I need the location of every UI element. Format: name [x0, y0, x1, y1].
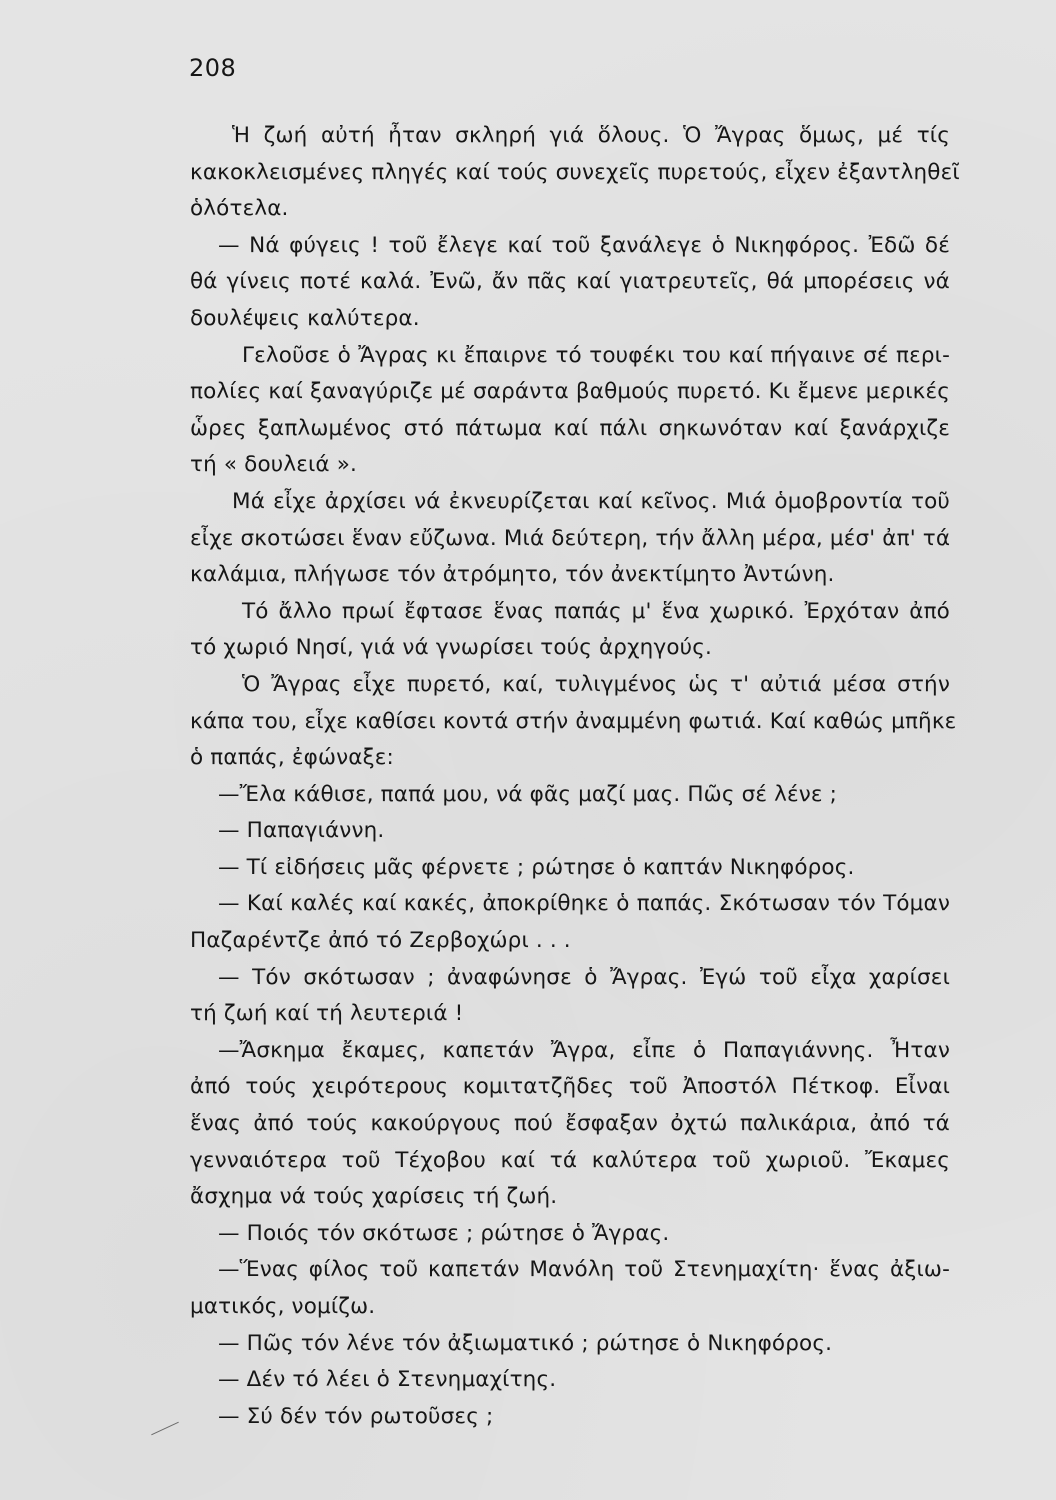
text-line: ὧρες ξαπλωμένος στό πάτωμα καί πάλι σηκωνόταν καί ξανάρχιζε: [190, 415, 950, 441]
text-line: καλάμια, πλήγωσε τόν ἀτρόμητο, τόν ἀνεκτίμητο Ἀντώνη.: [190, 562, 835, 588]
text-line: —Ἄσκημα ἔκαμες, καπετάν Ἄγρα, εἶπε ὁ Παπαγιάννης. Ἦταν: [218, 1037, 950, 1063]
text-line: γενναιότερα τοῦ Τέχοβου καί τά καλύτερα τοῦ χωριοῦ. Ἔκαμες: [190, 1147, 950, 1173]
margin-pencil-mark: [151, 1422, 179, 1436]
text-line: — Ποιός τόν σκότωσε ; ρώτησε ὁ Ἄγρας.: [218, 1220, 670, 1246]
text-line: — Καί καλές καί κακές, ἀποκρίθηκε ὁ παπάς. Σκότωσαν τόν Τόμαν: [218, 891, 950, 917]
text-line: — Πῶς τόν λένε τόν ἀξιωματικό ; ρώτησε ὁ Νικηφόρος.: [218, 1330, 833, 1356]
text-line: Ὁ Ἄγρας εἶχε πυρετό, καί, τυλιγμένος ὡς τ' αὐτιά μέσα στήν: [242, 671, 950, 697]
text-line: τή ζωή καί τή λευτεριά !: [190, 1001, 464, 1027]
text-line: πολίες καί ξαναγύριζε μέ σαράντα βαθμούς πυρετό. Κι ἔμενε μερικές: [190, 379, 950, 405]
text-line: ἕνας ἀπό τούς κακούργους πού ἔσφαξαν ὀχτώ παλικάρια, ἀπό τά: [190, 1111, 950, 1137]
text-line: Μά εἶχε ἀρχίσει νά ἐκνευρίζεται καί κεῖνος. Μιά ὁμοβροντία τοῦ: [232, 488, 950, 514]
body-text: [190, 118, 960, 1435]
text-line: δουλέψεις καλύτερα.: [190, 305, 420, 331]
text-line: Παζαρέντζε ἀπό τό Ζερβοχώρι . . .: [190, 928, 571, 954]
text-line: — Παπαγιάννη.: [218, 818, 385, 844]
text-line: —Ἔλα κάθισε, παπά μου, νά φᾶς μαζί μας. Πῶς σέ λένε ;: [218, 781, 838, 807]
page-number: 208: [189, 54, 237, 82]
text-line: Γελοῦσε ὁ Ἄγρας κι ἔπαιρνε τό τουφέκι του καί πήγαινε σέ περι-: [242, 342, 950, 368]
text-line: θά γίνεις ποτέ καλά. Ἐνῶ, ἄν πᾶς καί γιατρευτεῖς, θά μπορέσεις νά: [190, 269, 950, 295]
text-line: — Τί εἰδήσεις μᾶς φέρνετε ; ρώτησε ὁ καπτάν Νικηφόρος.: [218, 854, 855, 880]
text-line: — Τόν σκότωσαν ; ἀναφώνησε ὁ Ἄγρας. Ἐγώ τοῦ εἶχα χαρίσει: [218, 964, 950, 990]
text-line: ἀπό τούς χειρότερους κομιτατζῆδες τοῦ Ἀποστόλ Πέτκοφ. Εἶναι: [190, 1074, 950, 1100]
text-line: Ἡ ζωή αὐτή ἦταν σκληρή γιά ὅλους. Ὁ Ἄγρας ὅμως, μέ τίς: [232, 123, 950, 148]
text-line: εἶχε σκοτώσει ἕναν εὔζωνα. Μιά δεύτερη, τήν ἄλλη μέρα, μέσ' ἀπ' τά: [190, 525, 951, 551]
text-line: ματικός, νομίζω.: [190, 1294, 376, 1319]
text-line: ὁλότελα.: [190, 196, 289, 222]
text-line: τό χωριό Νησί, γιά νά γνωρίσει τούς ἀρχηγούς.: [190, 635, 712, 661]
text-line: κάπα του, εἶχε καθίσει κοντά στήν ἀναμμένη φωτιά. Καί καθώς μπῆκε: [190, 708, 957, 734]
text-line: κακοκλεισμένες πληγές καί τούς συνεχεῖς πυρετούς, εἶχεν ἐξαντληθεῖ: [190, 159, 960, 185]
text-line: — Σύ δέν τόν ρωτοῦσες ;: [218, 1403, 494, 1429]
text-line: Τό ἄλλο πρωί ἔφτασε ἕνας παπάς μ' ἕνα χωρικό. Ἐρχόταν ἀπό: [242, 598, 950, 624]
text-line: —Ἕνας φίλος τοῦ καπετάν Μανόλη τοῦ Στενημαχίτη· ἕνας ἀξιω-: [218, 1257, 950, 1283]
text-line: τή « δουλειά ».: [190, 452, 358, 478]
text-line: — Δέν τό λέει ὁ Στενημαχίτης.: [218, 1367, 557, 1393]
text-line: ὁ παπάς, ἐφώναξε:: [190, 745, 394, 771]
text-line: — Νά φύγεις ! τοῦ ἔλεγε καί τοῦ ξανάλεγε ὁ Νικηφόρος. Ἐδῶ δέ: [218, 232, 950, 258]
text-line: ἄσχημα νά τούς χαρίσεις τή ζωή.: [190, 1184, 558, 1210]
